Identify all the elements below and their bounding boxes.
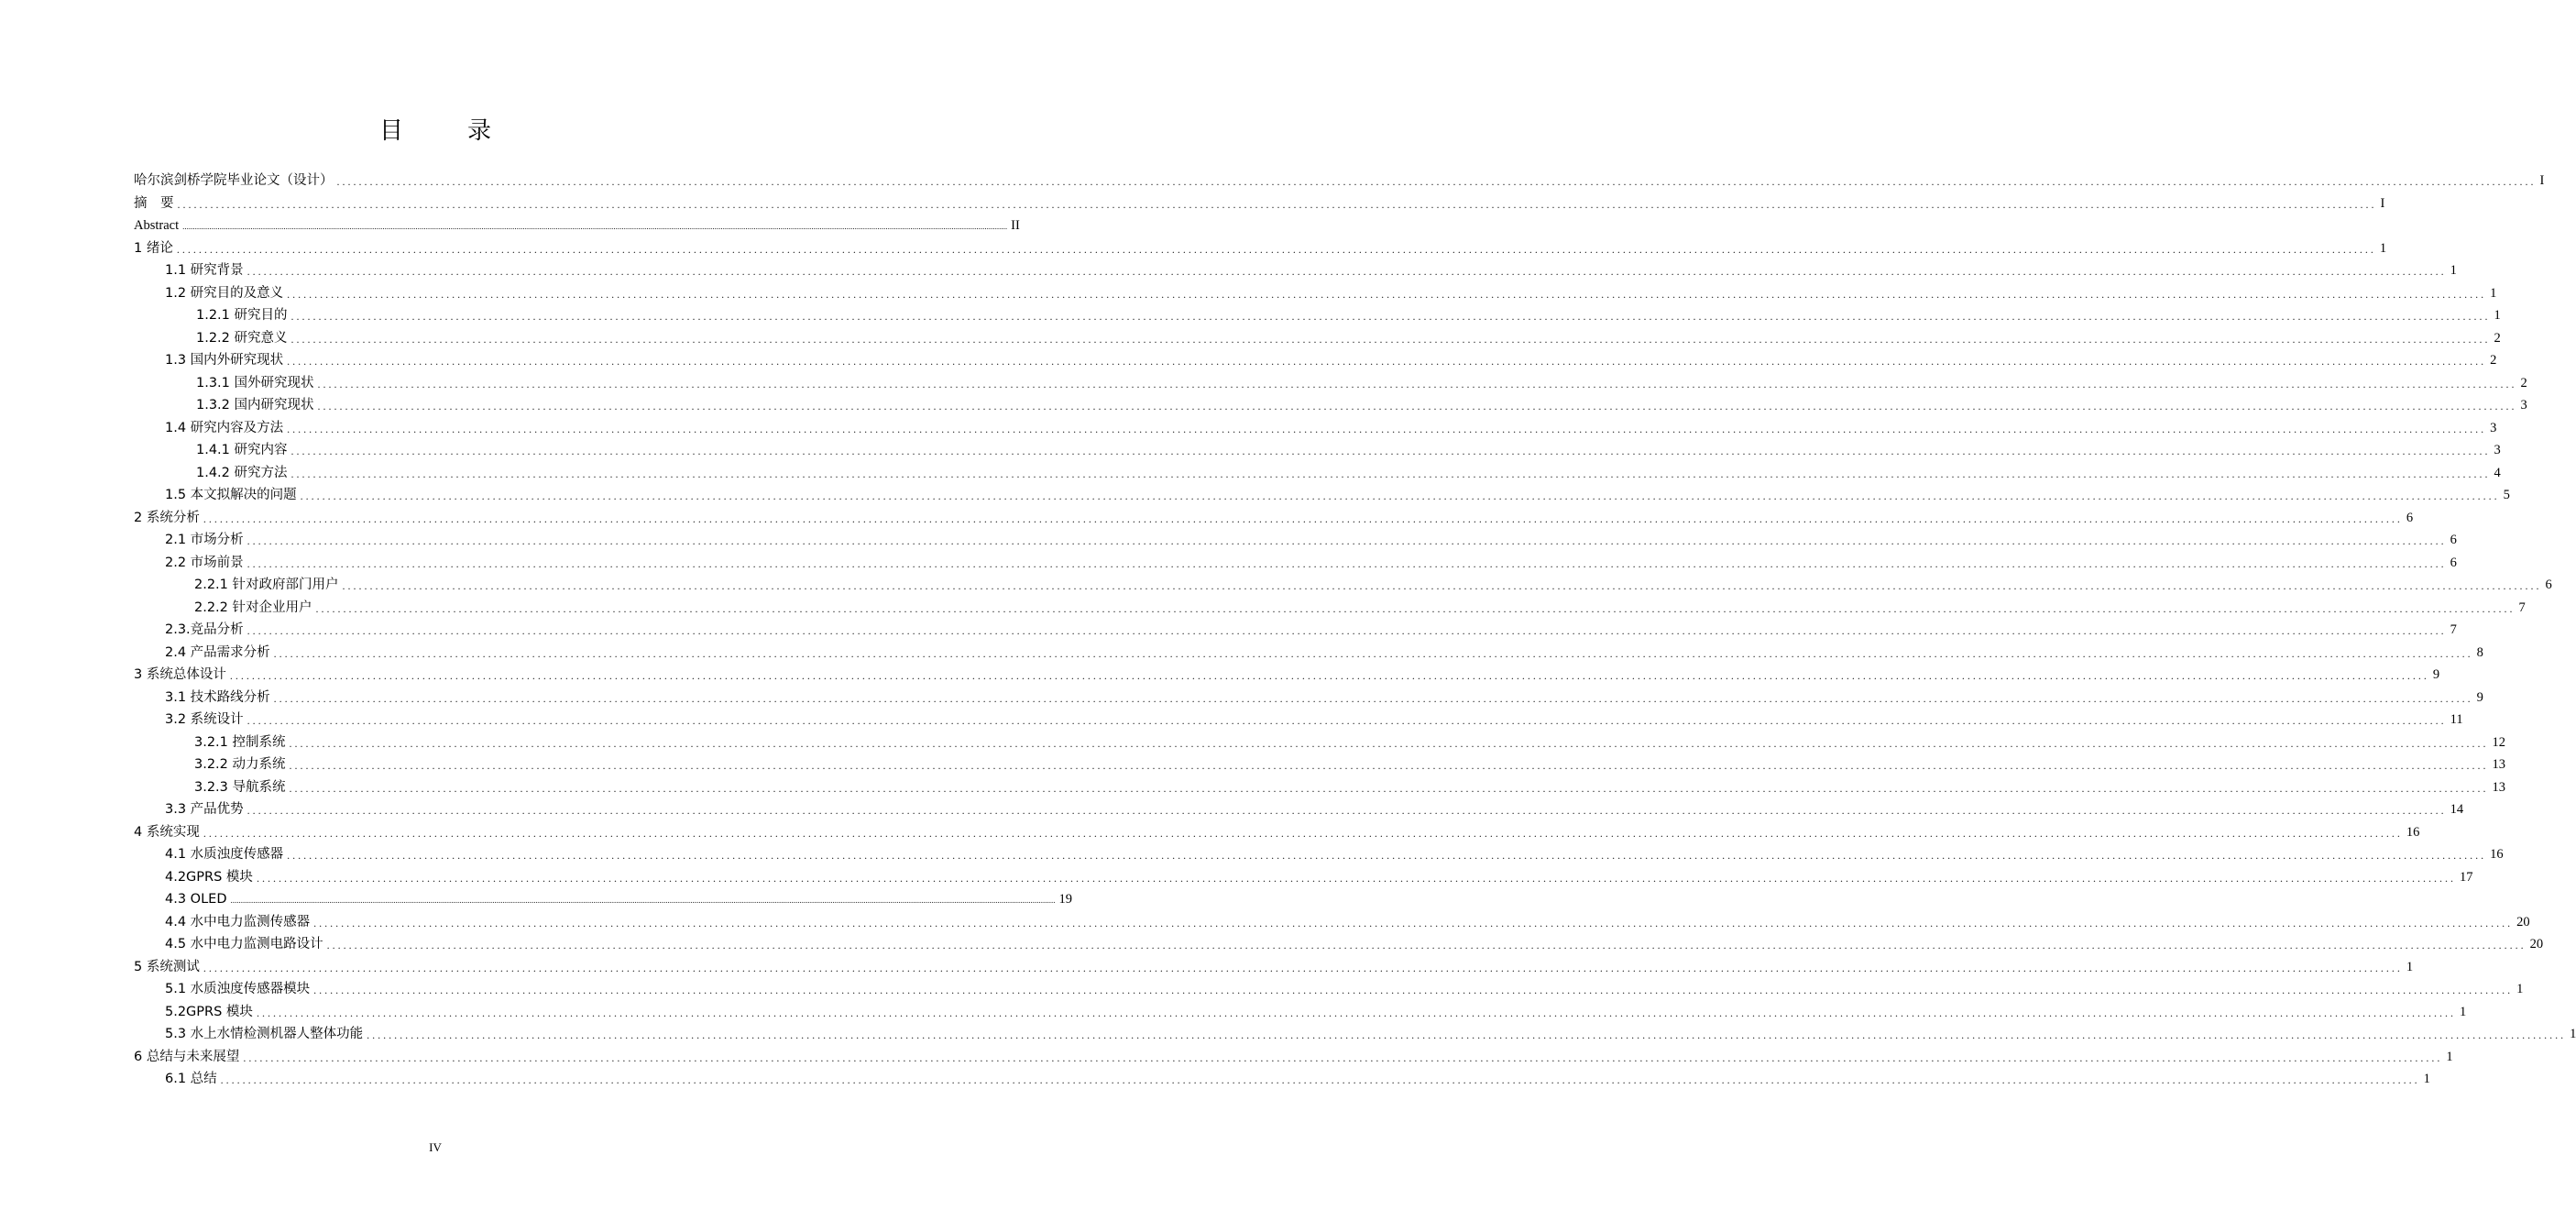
toc-entry[interactable] (194, 597, 2526, 619)
toc-entry-label: 4.5 水中电力监测电路设计 (165, 937, 323, 952)
toc-leader-dots: ................................................................................................................................................................................................................................................................................................................................................................................................................ (336, 175, 2537, 188)
toc-page-number: 5 (2503, 488, 2510, 502)
toc-entry-label: 1.1 研究背景 (165, 263, 244, 278)
toc-entry[interactable] (196, 304, 2501, 326)
toc-entry[interactable] (196, 439, 2501, 461)
toc-leader-dots: ................................................................................................................................................................................................................................................................................................................................................................................................................ (230, 896, 1056, 905)
toc-page-number: 1 (2459, 1004, 2467, 1019)
toc-entry-label: 4.3 OLED (165, 892, 227, 907)
toc-entry[interactable] (165, 709, 2463, 731)
toc-entry[interactable] (165, 619, 2457, 641)
toc-entry[interactable] (196, 462, 2501, 484)
toc-page-number: 19 (1058, 892, 1072, 907)
toc-page-number: 20 (2529, 937, 2544, 952)
toc-entry[interactable] (194, 754, 2506, 776)
toc-entry-label: 3.3 产品优势 (165, 802, 244, 817)
toc-entry[interactable] (194, 776, 2506, 798)
toc-entry-label: 5.3 水上水情检测机器人整体功能 (165, 1027, 364, 1041)
toc-page-number: 2 (2490, 353, 2497, 368)
page-title: 目 录 (378, 117, 511, 145)
toc-page-number: 12 (2492, 734, 2506, 750)
toc-page-number: 2 (2520, 375, 2527, 390)
toc-entry-label: 1.3 国内外研究现状 (165, 353, 284, 368)
toc-entry-label: 4.2GPRS 模块 (165, 869, 253, 885)
toc-entry[interactable] (165, 1023, 2576, 1045)
toc-entry-label: 2 系统分析 (134, 510, 200, 525)
toc-page-number: 1 (2490, 285, 2497, 301)
toc-entry-label: 1.5 本文拟解决的问题 (165, 488, 297, 502)
toc-leader-dots: ................................................................................................................................................................................................................................................................................................................................................................................................................ (300, 490, 2500, 502)
toc-entry[interactable] (165, 259, 2457, 281)
toc-entry[interactable] (165, 484, 2510, 506)
toc-entry[interactable] (165, 282, 2497, 304)
toc-leader-dots: ................................................................................................................................................................................................................................................................................................................................................................................................................ (326, 939, 2527, 952)
toc-leader-dots: ................................................................................................................................................................................................................................................................................................................................................................................................................ (290, 332, 2491, 346)
toc-page-number: 6 (2406, 510, 2414, 525)
toc-entry[interactable] (165, 843, 2504, 865)
toc-page-number: 13 (2492, 757, 2506, 772)
toc-entry[interactable] (134, 507, 2414, 529)
toc-leader-dots: ................................................................................................................................................................................................................................................................................................................................................................................................................ (182, 222, 1008, 231)
toc-entry-label: 6 总结与未来展望 (134, 1049, 240, 1064)
toc-entry-label: 3.2.1 控制系统 (194, 734, 286, 750)
toc-page-number: 3 (2490, 420, 2497, 435)
toc-page-number: 13 (2492, 779, 2506, 795)
toc-entry[interactable] (165, 349, 2497, 371)
toc-entry[interactable] (196, 327, 2501, 349)
toc-entry[interactable] (165, 888, 1072, 910)
toc-entry[interactable] (134, 821, 2420, 843)
toc-leader-dots: ................................................................................................................................................................................................................................................................................................................................................................................................................ (176, 242, 2376, 256)
page-number: IV (429, 1140, 442, 1154)
toc-page-number: 6 (2450, 555, 2457, 570)
toc-entry-label: 5.2GPRS 模块 (165, 1004, 253, 1019)
toc-entry-label: 4.4 水中电力监测传感器 (165, 914, 311, 930)
toc-page-number: 6 (2545, 578, 2552, 592)
toc-entry-label: 摘 要 (134, 195, 174, 211)
toc-entry-label: 2.2 市场前景 (165, 555, 244, 570)
toc-entry[interactable] (165, 687, 2483, 709)
toc-page-number: 9 (2476, 689, 2483, 705)
toc-page-number: 9 (2432, 667, 2440, 682)
toc-entry[interactable] (134, 1046, 2453, 1068)
toc-entry-label: 3.2.3 导航系统 (194, 779, 286, 795)
toc-page-number: 1 (2406, 959, 2414, 974)
toc-page-number: 8 (2476, 644, 2483, 660)
toc-page-number: 16 (2406, 824, 2420, 840)
toc-entry[interactable] (165, 866, 2473, 888)
toc-entry[interactable] (196, 394, 2527, 416)
toc-leader-dots: ................................................................................................................................................................................................................................................................................................................................................................................................................ (290, 310, 2491, 323)
toc-leader-dots: ................................................................................................................................................................................................................................................................................................................................................................................................................ (273, 646, 2473, 660)
toc-page-number: 3 (2520, 398, 2527, 412)
toc-leader-dots: ................................................................................................................................................................................................................................................................................................................................................................................................................ (177, 197, 2377, 211)
toc-entry[interactable] (165, 911, 2530, 933)
toc-leader-dots: ................................................................................................................................................................................................................................................................................................................................................................................................................ (289, 759, 2489, 772)
toc-page-number: 11 (2450, 712, 2463, 727)
toc-entry-label: 2.2.2 针对企业用户 (194, 600, 312, 615)
toc-leader-dots: ................................................................................................................................................................................................................................................................................................................................................................................................................ (289, 781, 2489, 795)
toc-page-number: II (1011, 218, 1020, 233)
toc-page-number: 1 (2516, 982, 2524, 996)
toc-leader-dots: ................................................................................................................................................................................................................................................................................................................................................................................................................ (203, 512, 2403, 525)
toc-leader-dots: ................................................................................................................................................................................................................................................................................................................................................................................................................ (289, 736, 2489, 750)
toc-entry[interactable] (165, 529, 2457, 551)
toc-entry[interactable] (134, 664, 2440, 686)
toc-page-number: 1 (2494, 308, 2501, 323)
toc-entry-label: 3.2.2 动力系统 (194, 757, 286, 772)
toc-leader-dots: ................................................................................................................................................................................................................................................................................................................................................................................................................ (247, 534, 2447, 547)
toc-leader-dots: ................................................................................................................................................................................................................................................................................................................................................................................................................ (256, 871, 2456, 885)
toc-page-number: 4 (2494, 465, 2501, 480)
toc-entry[interactable] (165, 1068, 2430, 1090)
toc-page-number: 17 (2459, 869, 2473, 885)
toc-entry-label: 2.3.竞品分析 (165, 622, 244, 637)
toc-page-number: 1 (2446, 1049, 2453, 1064)
toc-entry-label: 2.2.1 针对政府部门用户 (194, 578, 339, 592)
toc-page-number: 2 (2494, 330, 2501, 346)
toc-entry-label: 2.4 产品需求分析 (165, 644, 270, 660)
toc-leader-dots: ................................................................................................................................................................................................................................................................................................................................................................................................................ (273, 691, 2473, 705)
toc-page-number: I (2539, 173, 2545, 188)
toc-leader-dots: ................................................................................................................................................................................................................................................................................................................................................................................................................ (287, 849, 2487, 862)
toc-entry-label: 1.2.1 研究目的 (196, 308, 288, 323)
toc-entry-label: 1.3.2 国内研究现状 (196, 398, 314, 412)
toc-leader-dots: ................................................................................................................................................................................................................................................................................................................................................................................................................ (317, 400, 2517, 412)
toc-entry-label: 3 系统总体设计 (134, 667, 226, 682)
toc-entry[interactable] (165, 1001, 2467, 1023)
toc-page-number: 7 (2518, 600, 2526, 615)
toc-entry-label: 3.1 技术路线分析 (165, 689, 270, 705)
toc-entry[interactable] (134, 237, 2387, 259)
toc-entry[interactable] (165, 798, 2464, 820)
toc-entry[interactable] (165, 933, 2544, 955)
toc-entry-label: 哈尔滨剑桥学院毕业论文（设计） (134, 173, 334, 188)
toc-leader-dots: ................................................................................................................................................................................................................................................................................................................................................................................................................ (220, 1073, 2420, 1086)
toc-leader-dots: ................................................................................................................................................................................................................................................................................................................................................................................................................ (287, 355, 2487, 368)
toc-page-number: 6 (2450, 533, 2457, 547)
toc-page-number: 1 (2379, 240, 2387, 256)
toc-entry-label: 4 系统实现 (134, 824, 200, 840)
toc-page-number: 3 (2494, 443, 2501, 457)
toc-leader-dots: ................................................................................................................................................................................................................................................................................................................................................................................................................ (247, 714, 2447, 727)
toc-page-number: I (2380, 195, 2385, 211)
toc-leader-dots: ................................................................................................................................................................................................................................................................................................................................................................................................................ (247, 804, 2447, 817)
toc-entry-label: 5 系统测试 (134, 959, 200, 974)
toc-entry-label: 6.1 总结 (165, 1072, 217, 1086)
toc-entry-label: Abstract (134, 218, 180, 233)
toc-leader-dots: ................................................................................................................................................................................................................................................................................................................................................................................................................ (290, 445, 2491, 457)
toc-entry[interactable] (165, 417, 2497, 439)
toc-leader-dots: ................................................................................................................................................................................................................................................................................................................................................................................................................ (229, 669, 2429, 682)
toc-leader-dots: ................................................................................................................................................................................................................................................................................................................................................................................................................ (247, 265, 2447, 278)
toc-entry[interactable] (194, 732, 2506, 754)
toc-leader-dots: ................................................................................................................................................................................................................................................................................................................................................................................................................ (342, 579, 2542, 592)
toc-entry-label: 4.1 水质浊度传感器 (165, 847, 284, 862)
toc-leader-dots: ................................................................................................................................................................................................................................................................................................................................................................................................................ (315, 601, 2516, 615)
toc-entry[interactable] (165, 642, 2483, 664)
toc-page-number: 20 (2516, 914, 2530, 930)
toc-page-number: 7 (2450, 622, 2457, 637)
toc-entry[interactable] (134, 170, 2545, 192)
toc-leader-dots: ................................................................................................................................................................................................................................................................................................................................................................................................................ (317, 377, 2517, 390)
toc-entry-label: 1 绪论 (134, 240, 173, 256)
toc-entry-label: 1.4.2 研究方法 (196, 465, 288, 480)
toc-leader-dots: ................................................................................................................................................................................................................................................................................................................................................................................................................ (367, 1028, 2567, 1041)
toc-entry[interactable] (134, 192, 2385, 214)
toc-entry-label: 3.2 系统设计 (165, 712, 244, 727)
toc-leader-dots: ................................................................................................................................................................................................................................................................................................................................................................................................................ (287, 422, 2487, 435)
toc-leader-dots: ................................................................................................................................................................................................................................................................................................................................................................................................................ (203, 826, 2403, 840)
toc-entry[interactable] (134, 214, 1020, 236)
toc-page-number: 1 (2450, 263, 2457, 278)
toc-leader-dots: ................................................................................................................................................................................................................................................................................................................................................................................................................ (313, 916, 2514, 930)
toc-leader-dots: ................................................................................................................................................................................................................................................................................................................................................................................................................ (247, 624, 2447, 637)
toc-entry-label: 1.2 研究目的及意义 (165, 285, 284, 301)
toc-leader-dots: ................................................................................................................................................................................................................................................................................................................................................................................................................ (313, 984, 2514, 996)
toc-leader-dots: ................................................................................................................................................................................................................................................................................................................................................................................................................ (256, 1006, 2456, 1019)
toc-entry[interactable] (196, 372, 2527, 394)
toc-leader-dots: ................................................................................................................................................................................................................................................................................................................................................................................................................ (290, 467, 2491, 480)
toc-page-number: 14 (2450, 802, 2464, 817)
toc-leader-dots: ................................................................................................................................................................................................................................................................................................................................................................................................................ (203, 961, 2403, 974)
toc-entry-label: 1.2.2 研究意义 (196, 330, 288, 346)
toc-leader-dots: ................................................................................................................................................................................................................................................................................................................................................................................................................ (243, 1050, 2443, 1064)
toc-entry-label: 5.1 水质浊度传感器模块 (165, 982, 311, 996)
toc-entry-label: 2.1 市场分析 (165, 533, 244, 547)
toc-page-number: 1 (2570, 1027, 2576, 1041)
toc-leader-dots: ................................................................................................................................................................................................................................................................................................................................................................................................................ (287, 287, 2487, 301)
toc-entry[interactable] (165, 552, 2457, 574)
toc-entry-label: 1.3.1 国外研究现状 (196, 375, 314, 390)
toc-leader-dots: ................................................................................................................................................................................................................................................................................................................................................................................................................ (247, 556, 2447, 570)
toc-entry[interactable] (165, 978, 2524, 1000)
toc-entry[interactable] (134, 956, 2414, 978)
toc-entry[interactable] (194, 574, 2552, 596)
toc-page-number: 1 (2423, 1072, 2430, 1086)
toc-page-number: 16 (2490, 847, 2504, 862)
toc-entry-label: 1.4 研究内容及方法 (165, 420, 284, 435)
toc-entry-label: 1.4.1 研究内容 (196, 443, 288, 457)
